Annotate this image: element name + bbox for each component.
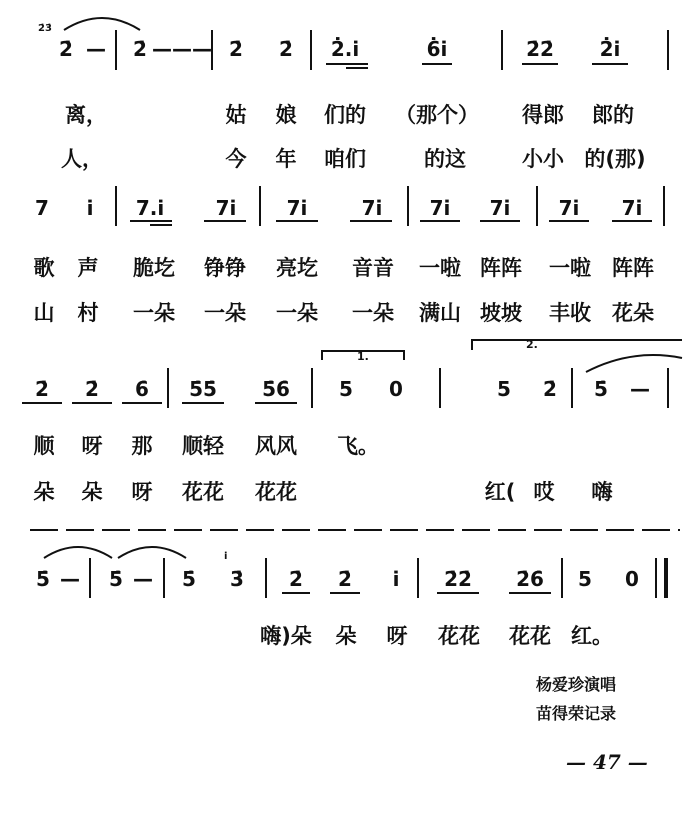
lyric: 呀 [386, 624, 408, 648]
lyric: 脆圪 [133, 256, 175, 280]
page-number: — 47 — [566, 750, 648, 774]
note: 2̇ [338, 567, 352, 591]
lyric: 得郎 [522, 103, 564, 127]
note: 2̇6̇ [516, 567, 544, 591]
note: 2̇2̇ [526, 37, 554, 61]
lyric: 朵 [33, 480, 55, 504]
lyric: 呀 [81, 434, 103, 458]
lyric: 飞。 [337, 434, 379, 458]
note: 3̇ [230, 567, 244, 591]
lyric: 亮圪 [276, 256, 318, 280]
lyric: 满山 [419, 301, 461, 325]
note: 7i̇ [558, 196, 580, 220]
lyric: 顺轻 [182, 434, 224, 458]
note: 5̇ [36, 567, 50, 591]
note: 2̇ [229, 37, 243, 61]
lyric: 花花 [255, 480, 297, 504]
lyric: （那个） [395, 103, 479, 127]
note: 6̇i̇ [426, 37, 448, 61]
note: 5̇ [182, 567, 196, 591]
dash: — [60, 567, 80, 591]
volta-1-label: 1. [357, 350, 369, 363]
lyric: 娘 [275, 103, 297, 127]
tie-arc [44, 547, 112, 558]
lyric: 们的 [324, 103, 366, 127]
lyric: 郎的 [592, 103, 634, 127]
lyric: 朵 [81, 480, 103, 504]
volta-1-bracket [322, 350, 404, 363]
note: 2̇ [289, 567, 303, 591]
note: 7i̇ [361, 196, 383, 220]
lyric: 小小 [522, 147, 564, 171]
tie-arc [118, 547, 186, 558]
lyric: 今 [225, 147, 247, 171]
lyric: 铮铮 [204, 256, 246, 280]
lyric: 朵 [335, 624, 357, 648]
lyric: 顺 [33, 434, 55, 458]
note: 7 [35, 196, 49, 220]
singer-credit: 杨爱珍演唱 [536, 675, 617, 694]
lyric: 声 [77, 256, 99, 280]
note: 7i̇ [621, 196, 643, 220]
note: 0 [389, 377, 403, 401]
lyric: 离， [65, 103, 107, 127]
note: 7i̇ [429, 196, 451, 220]
dash: — [86, 37, 106, 61]
lyric: 花花 [438, 624, 480, 648]
lyric: 的(那) [584, 147, 646, 171]
lyric: 风风 [255, 434, 297, 458]
lyric: 歌 [33, 256, 55, 280]
lyric: 一朵 [133, 301, 175, 325]
grace-note: i̇ [224, 551, 228, 562]
note: 2̇ [35, 377, 49, 401]
lyric: 一啦 [549, 256, 591, 280]
note: 5̇5̇ [189, 377, 217, 401]
lyric: 那 [131, 434, 153, 458]
note: 2̇ [59, 37, 73, 61]
lyric: 山 [33, 301, 55, 325]
lyric: 红( [484, 480, 516, 504]
note: 2̇ [85, 377, 99, 401]
note: 2̇.i̇ [330, 37, 360, 61]
note: 5̇ [594, 377, 608, 401]
note: 2̇2̇ [444, 567, 472, 591]
lyric: 哎 [533, 480, 555, 504]
lyric: 丰收 [549, 301, 591, 325]
lyric: 嗨)朵 [260, 624, 312, 648]
tie-arc [64, 18, 140, 30]
recorder-credit: 苗得荣记录 [536, 704, 617, 723]
lyric: 一朵 [204, 301, 246, 325]
note: i̇ [86, 196, 94, 220]
lyric: 年 [275, 147, 297, 171]
note: 5 [578, 567, 592, 591]
lyric: 花花 [509, 624, 551, 648]
lyric: 村 [77, 301, 99, 325]
note: 2̇ [133, 37, 147, 61]
lyric: 一啦 [419, 256, 461, 280]
lyric: 咱们 [324, 147, 366, 171]
lyric: 姑 [225, 103, 247, 127]
note: 7i̇ [286, 196, 308, 220]
lyric: 花花 [182, 480, 224, 504]
note: 2̇i̇ [599, 37, 621, 61]
note: 5 [497, 377, 511, 401]
lyric: 坡坡 [480, 301, 522, 325]
dash: — [133, 567, 153, 591]
lyric: 一朵 [276, 301, 318, 325]
note: 7i̇ [215, 196, 237, 220]
note: 5 [339, 377, 353, 401]
note: 5̇6̇ [262, 377, 290, 401]
volta-2-bracket [472, 340, 682, 350]
note: 0 [625, 567, 639, 591]
lyric: 阵阵 [612, 256, 654, 280]
dash: — [630, 377, 650, 401]
note: 7i̇ [489, 196, 511, 220]
lyric: 一朵 [352, 301, 394, 325]
lyric: 音音 [352, 256, 394, 280]
lyric: 呀 [131, 480, 153, 504]
lyric: 阵阵 [480, 256, 522, 280]
grace-notes: 2̇3̇ [38, 23, 52, 34]
note: i̇ [392, 567, 400, 591]
note: 7.i̇ [135, 196, 165, 220]
lyric: 人， [61, 147, 103, 171]
lyric: 的这 [424, 147, 466, 171]
volta-2-label: 2. [526, 338, 538, 351]
note: 2̇ [543, 377, 557, 401]
note: 5̇ [109, 567, 123, 591]
lyric: 红。 [571, 624, 613, 648]
dash: ——— [152, 37, 212, 61]
note: 2̇ [279, 37, 293, 61]
note: 6̇ [135, 377, 149, 401]
lyric: 嗨 [591, 480, 613, 504]
lyric: 花朵 [612, 301, 654, 325]
